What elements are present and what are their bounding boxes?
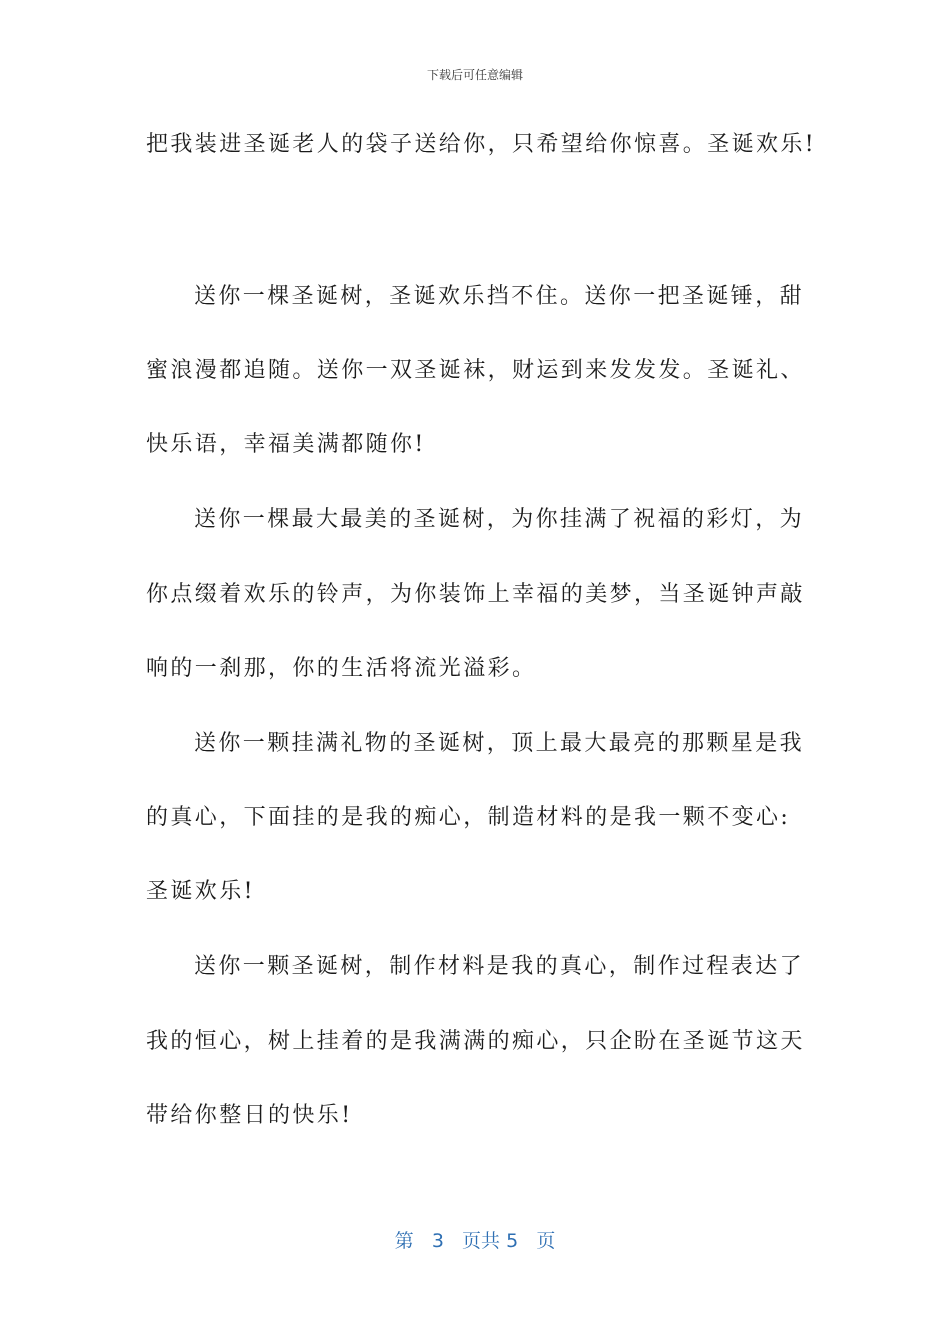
paragraph-first-line: 送你一颗挂满礼物的圣诞树，顶上最大最亮的那颗星是我 [194,731,805,756]
footer-label-mid: 页共 [462,1230,501,1252]
paragraph-first-line: 送你一棵最大最美的圣诞树，为你挂满了祝福的彩灯，为 [194,507,805,532]
text-line: 带给你整日的快乐! [146,1103,353,1128]
text-line: 的真心，下面挂的是我的痴心，制造材料的是我一颗不变心: [146,805,791,830]
text-line: 你点缀着欢乐的铃声，为你装饰上幸福的美梦，当圣诞钟声敲 [146,582,805,607]
text-line: 蜜浪漫都追随。送你一双圣诞袜，财运到来发发发。圣诞礼、 [146,358,805,383]
text-line: 快乐语，幸福美满都随你! [146,432,426,457]
page-footer [0,1226,950,1253]
header-note: 下载后可任意编辑 [426,68,523,82]
footer-label-suffix: 页 [536,1230,556,1252]
total-pages-number: 5 [506,1230,519,1252]
paragraph-first-line: 送你一棵圣诞树，圣诞欢乐挡不住。送你一把圣诞锤，甜 [194,284,805,309]
text-line: 圣诞欢乐! [146,879,255,904]
footer-label-prefix: 第 [394,1230,414,1252]
paragraph-first-line: 送你一颗圣诞树，制作材料是我的真心，制作过程表达了 [194,954,805,979]
current-page-number: 3 [431,1230,444,1252]
text-line: 响的一刹那，你的生活将流光溢彩。 [146,656,537,681]
text-line: 我的恒心，树上挂着的是我满满的痴心，只企盼在圣诞节这天 [146,1029,805,1054]
text-line: 把我装进圣诞老人的袋子送给你，只希望给你惊喜。圣诞欢乐! [146,132,817,157]
